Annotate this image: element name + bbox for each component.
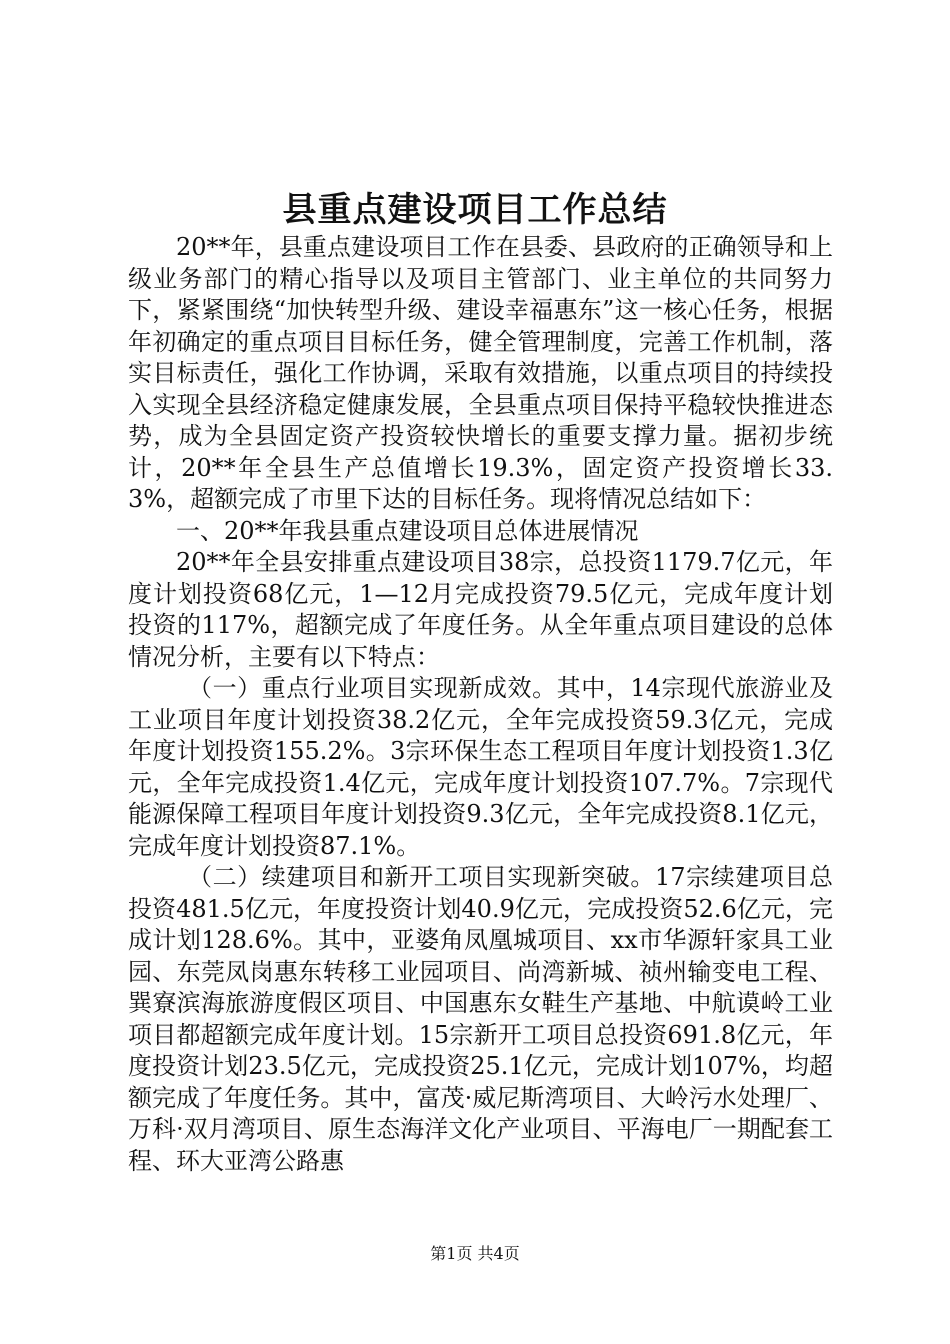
document-title: 县重点建设项目工作总结 (282, 190, 668, 230)
point-one-paragraph: （一）重点行业项目实现新成效。其中，14宗现代旅游业及工业项目年度计划投资38.2亿元，全年完成投资59.3亿元，完成年度计划投资155.2%。3宗环保生态工程项目年度计划投资1.3亿元，全年完成投资1.4亿元，完成年度计划投资107.7%。7宗现代能源保障工程项目年度计划投资9.3亿元，全年完成投资8.1亿元，完成年度计划投资87.1%。 (128, 674, 833, 860)
document-body (128, 232, 833, 1177)
section-heading: 一、20**年我县重点建设项目总体进展情况 (176, 516, 639, 545)
overview-paragraph: 20**年全县安排重点建设项目38宗，总投资1179.7亿元，年度计划投资68亿元，1—12月完成投资79.5亿元，完成年度计划投资的117%，超额完成了年度任务。从全年重点项目建设的总体情况分析，主要有以下特点： (128, 548, 833, 671)
point-two-paragraph: （二）续建项目和新开工项目实现新突破。17宗续建项目总投资481.5亿元，年度投资计划40.9亿元，完成投资52.6亿元，完成计划128.6%。其中，亚婆角凤凰城项目、xx市华源轩家具工业园、东莞凤岗惠东转移工业园项目、尚湾新城、祯州输变电工程、巽寮滨海旅游度假区项目、中国惠东女鞋生产基地、中航谟岭工业项目都超额完成年度计划。15宗新开工项目总投资691.8亿元，年度投资计划23.5亿元，完成投资25.1亿元，完成计划107%，均超额完成了年度任务。其中，富茂·威尼斯湾项目、大岭污水处理厂、万科·双月湾项目、原生态海洋文化产业项目、平海电厂一期配套工程、环大亚湾公路惠 (128, 863, 833, 1175)
page-footer: 第1页 共4页 (430, 1244, 520, 1263)
intro-paragraph: 20**年，县重点建设项目工作在县委、县政府的正确领导和上级业务部门的精心指导以及项目主管部门、业主单位的共同努力下，紧紧围绕“加快转型升级、建设幸福惠东”这一核心任务，根据年初确定的重点项目目标任务，健全管理制度，完善工作机制，落实目标责任，强化工作协调，采取有效措施，以重点项目的持续投入实现全县经济稳定健康发展，全县重点项目保持平稳较快推进态势，成为全县固定资产投资较快增长的重要支撑力量。据初步统计，20**年全县生产总值增长19.3%，固定资产投资增长33.3%，超额完成了市里下达的目标任务。现将情况总结如下： (128, 233, 833, 513)
